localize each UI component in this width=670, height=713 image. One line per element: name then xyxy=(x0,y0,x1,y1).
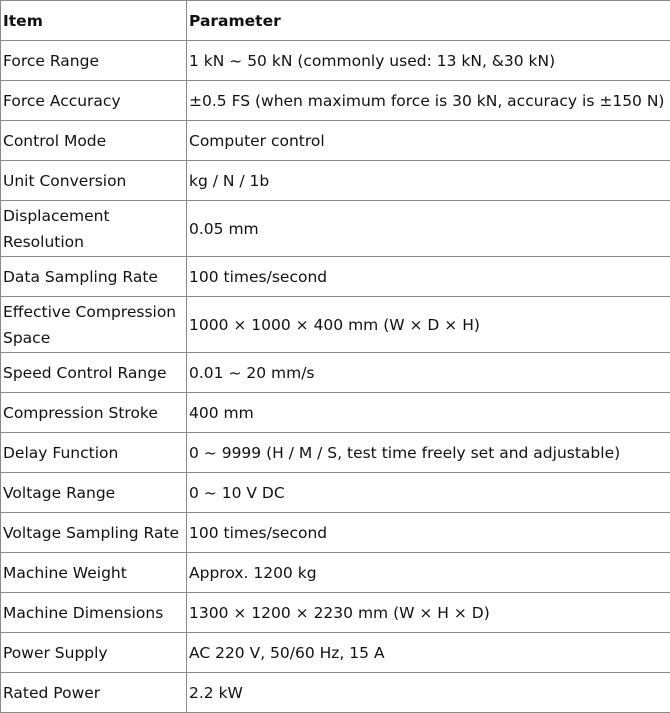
row-parameter: 1300 × 1200 × 2230 mm (W × H × D) xyxy=(187,593,670,633)
header-parameter: Parameter xyxy=(187,1,670,41)
row-parameter: 0.05 mm xyxy=(187,201,670,257)
row-item: Compression Stroke xyxy=(1,393,187,433)
table-row xyxy=(1,201,670,257)
row-item: Rated Power xyxy=(1,673,187,713)
row-item: Unit Conversion xyxy=(1,161,187,201)
header-item: Item xyxy=(1,1,187,41)
table-row xyxy=(1,513,670,553)
row-parameter: 0.01 ~ 20 mm/s xyxy=(187,353,670,393)
table-row xyxy=(1,673,670,713)
table-row xyxy=(1,161,670,201)
row-item: Force Accuracy xyxy=(1,81,187,121)
row-parameter: 0 ~ 9999 (H / M / S, test time freely set and adjustable) xyxy=(187,433,670,473)
row-item: Displacement Resolution xyxy=(1,201,187,257)
row-parameter: Computer control xyxy=(187,121,670,161)
row-parameter: Approx. 1200 kg xyxy=(187,553,670,593)
table-row xyxy=(1,393,670,433)
row-parameter: ±0.5 FS (when maximum force is 30 kN, accuracy is ±150 N) xyxy=(187,81,670,121)
table-row xyxy=(1,633,670,673)
table-row xyxy=(1,297,670,353)
table-row xyxy=(1,433,670,473)
table-row xyxy=(1,121,670,161)
row-item: Effective Compression Space xyxy=(1,297,187,353)
row-parameter: AC 220 V, 50/60 Hz, 15 A xyxy=(187,633,670,673)
row-parameter: 0 ~ 10 V DC xyxy=(187,473,670,513)
row-parameter: 400 mm xyxy=(187,393,670,433)
row-parameter: 2.2 kW xyxy=(187,673,670,713)
row-item: Voltage Sampling Rate xyxy=(1,513,187,553)
row-item: Speed Control Range xyxy=(1,353,187,393)
table-row xyxy=(1,473,670,513)
row-item: Control Mode xyxy=(1,121,187,161)
row-item: Force Range xyxy=(1,41,187,81)
table-row xyxy=(1,593,670,633)
row-parameter: 1 kN ~ 50 kN (commonly used: 13 kN, &30 kN) xyxy=(187,41,670,81)
table-header-row xyxy=(1,1,670,41)
row-parameter: 100 times/second xyxy=(187,513,670,553)
row-item: Power Supply xyxy=(1,633,187,673)
row-parameter: 100 times/second xyxy=(187,257,670,297)
table-row xyxy=(1,41,670,81)
table-row xyxy=(1,81,670,121)
table-row xyxy=(1,257,670,297)
table-row xyxy=(1,553,670,593)
row-item: Delay Function xyxy=(1,433,187,473)
row-item: Data Sampling Rate xyxy=(1,257,187,297)
row-item: Machine Dimensions xyxy=(1,593,187,633)
row-item: Machine Weight xyxy=(1,553,187,593)
row-item: Voltage Range xyxy=(1,473,187,513)
table-row xyxy=(1,353,670,393)
row-parameter: 1000 × 1000 × 400 mm (W × D × H) xyxy=(187,297,670,353)
row-parameter: kg / N / 1b xyxy=(187,161,670,201)
